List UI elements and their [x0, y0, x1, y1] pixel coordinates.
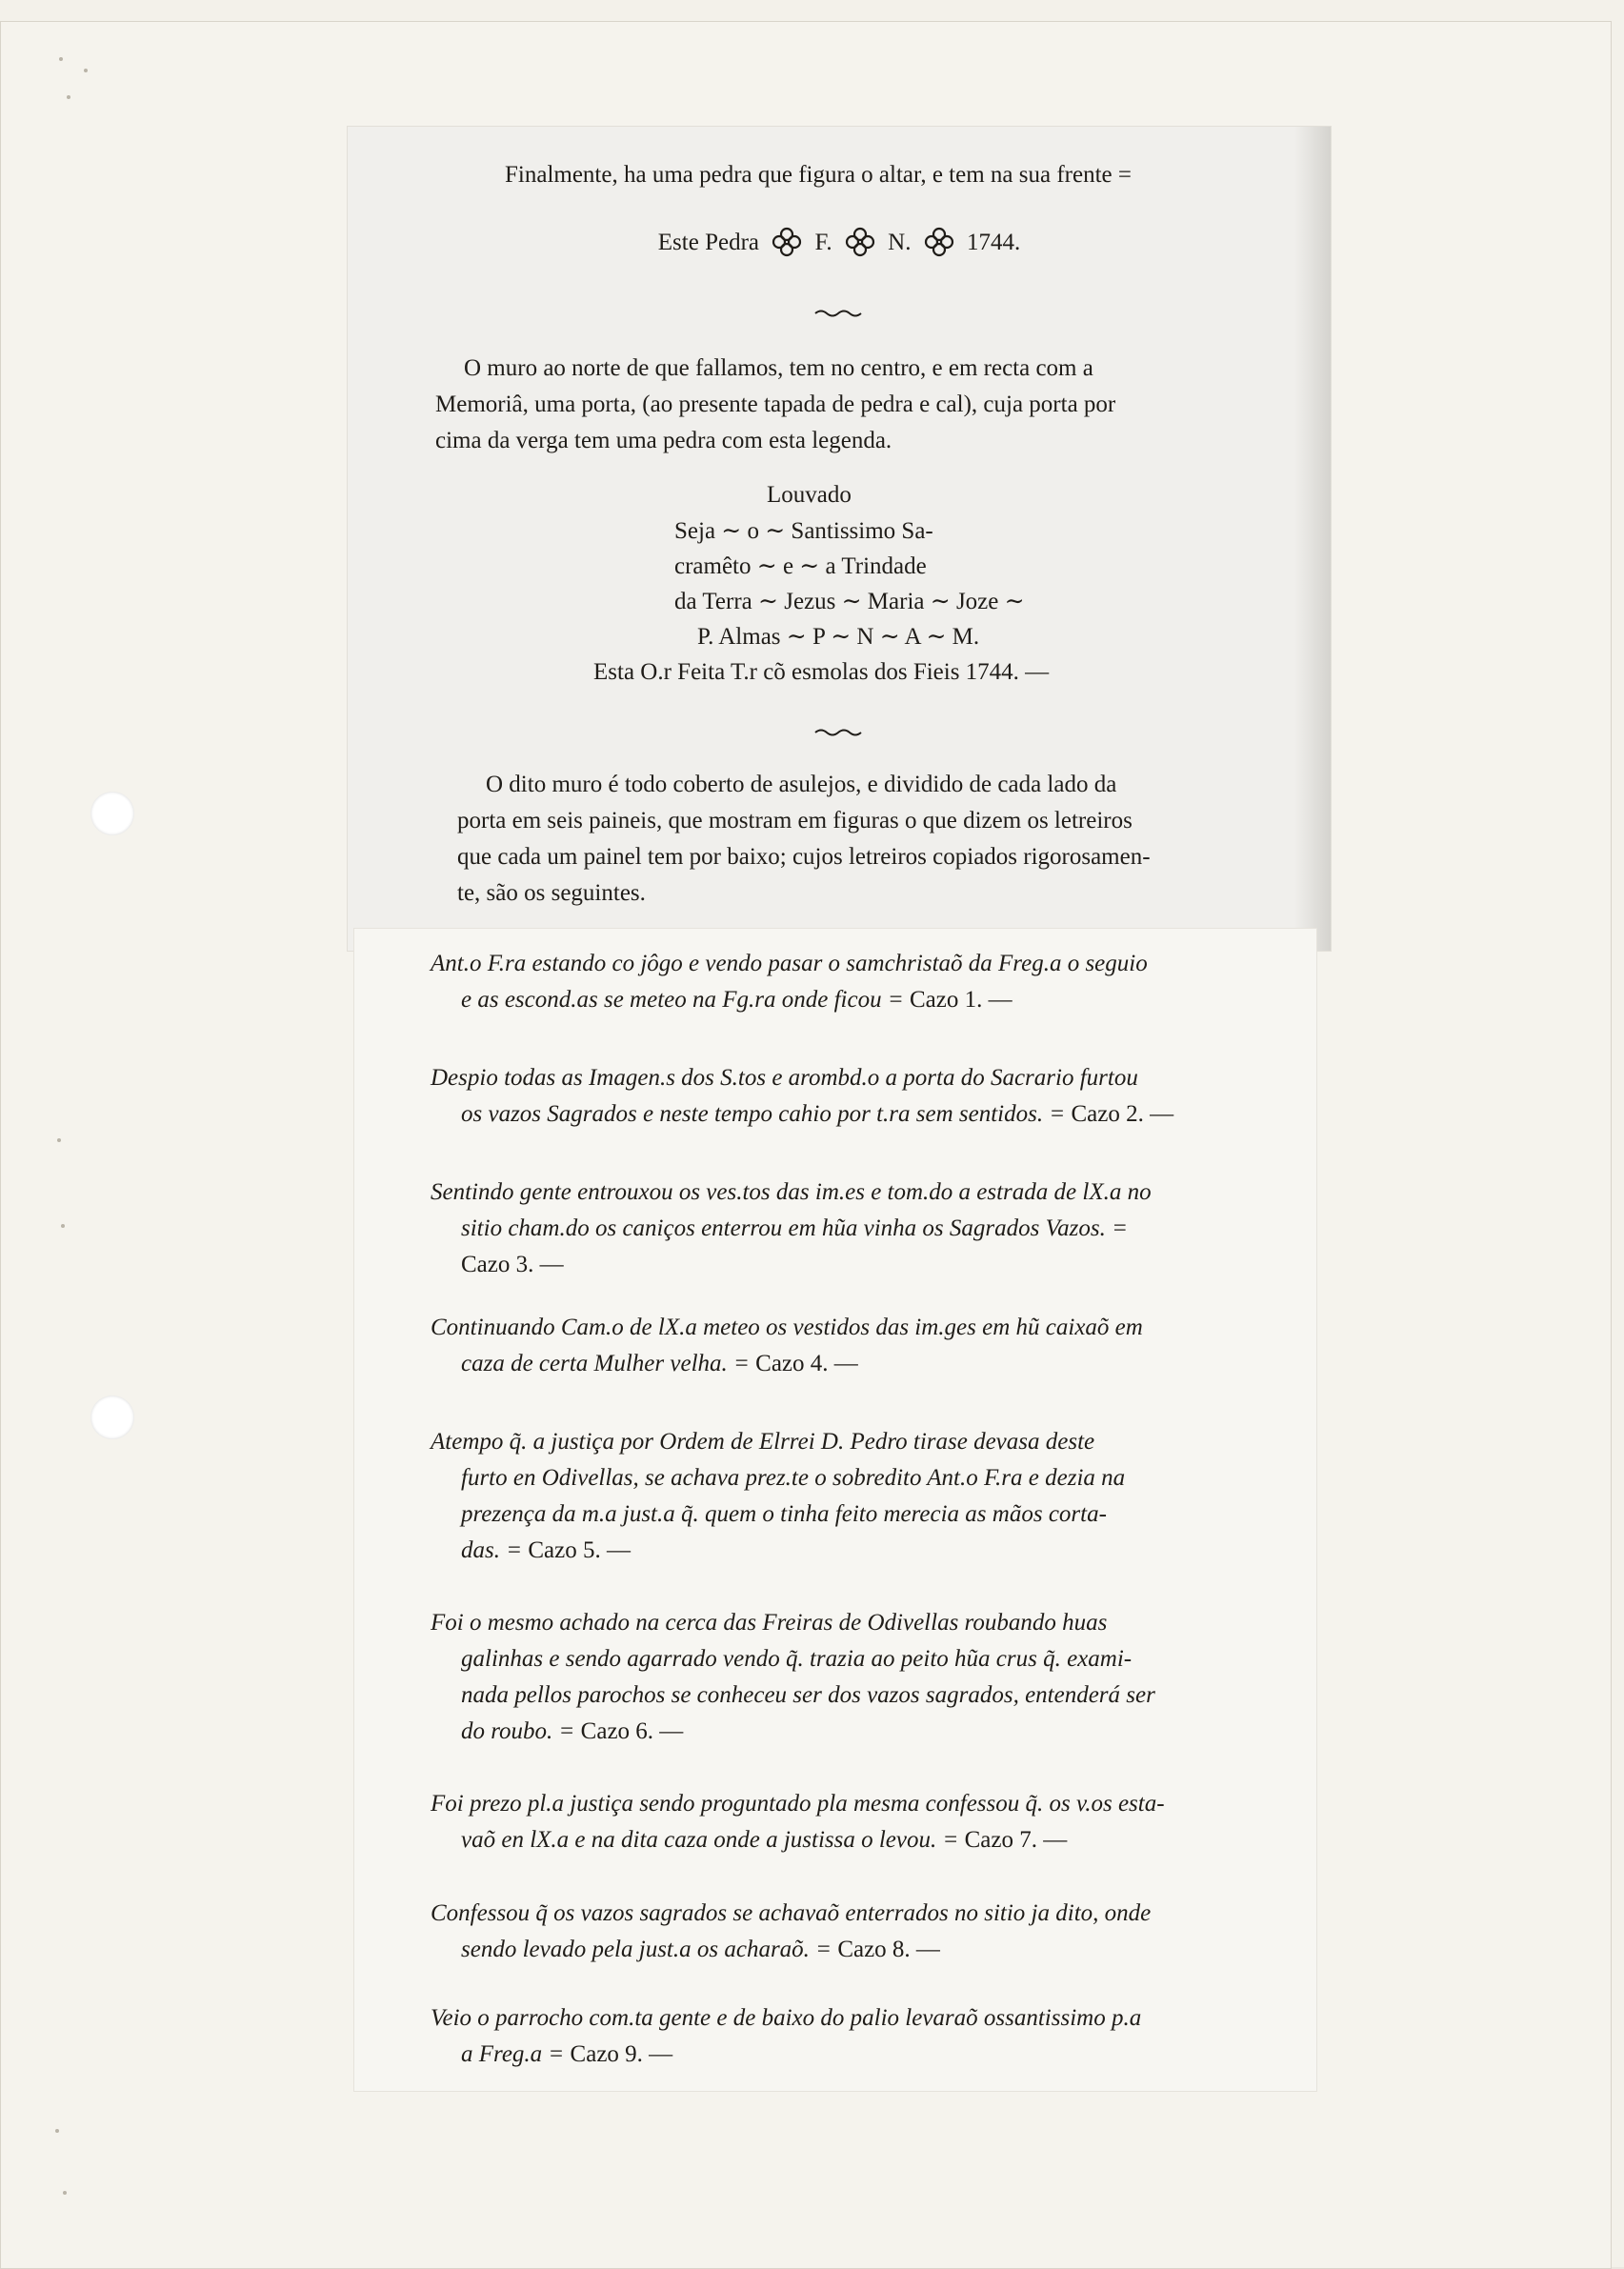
case-entry-3	[354, 1175, 1316, 1283]
case-line: vaõ en lX.a e na dita caza onde a justissa o levou. =	[461, 1827, 959, 1853]
punch-hole-upper	[90, 792, 134, 835]
legend-line: cramêto ∼ e ∼ a Trindade	[674, 553, 927, 579]
altar-inscription	[348, 226, 1331, 258]
para-line: que cada um painel tem por baixo; cujos letreiros copiados rigorosamen-	[457, 844, 1151, 870]
case-entry-9	[354, 2000, 1316, 2073]
legend-line: Seja ∼ o ∼ Santissimo Sa-	[674, 518, 933, 544]
case-line: a Freg.a =	[461, 2041, 565, 2067]
case-ref: Cazo 8. —	[837, 1937, 940, 1962]
case-entry-4	[354, 1310, 1316, 1382]
case-ref: Cazo 3. —	[461, 1252, 564, 1277]
case-line: sitio cham.do os caniços enterrou em hũa vinha os Sagrados Vazos. =	[461, 1215, 1128, 1241]
case-line: Foi o mesmo achado na cerca das Freiras de Odivellas roubando huas	[431, 1610, 1108, 1636]
paper-speck	[63, 2191, 67, 2195]
case-line: Veio o parrocho com.ta gente e de baixo do palio levaraõ ossantissimo p.a	[431, 2005, 1142, 2031]
wave-ornament	[813, 727, 865, 736]
quatrefoil-icon	[771, 226, 803, 258]
case-line: Despio todas as Imagen.s dos S.tos e arombd.o a porta do Sacrario furtou	[431, 1065, 1138, 1091]
paper-speck	[67, 95, 70, 99]
case-line: Ant.o F.ra estando co jôgo e vendo pasar o samchristaõ da Freg.a o seguio	[431, 951, 1148, 976]
case-ref: Cazo 4. —	[755, 1351, 858, 1376]
paper-speck	[61, 1224, 65, 1228]
case-line: Continuando Cam.o de lX.a meteo os vestidos das im.ges em hũ caixaõ em	[431, 1315, 1143, 1340]
case-entry-2	[354, 1060, 1316, 1133]
paper-speck	[59, 57, 63, 61]
inscription-lead: Este Pedra	[657, 230, 759, 255]
intro-line: Finalmente, ha uma pedra que figura o altar, e tem na sua frente =	[505, 162, 1132, 188]
wave-ornament	[813, 308, 865, 317]
paper-speck	[57, 1138, 61, 1142]
case-ref: Cazo 5. —	[528, 1537, 631, 1563]
case-line: Confessou q̃ os vazos sagrados se achavaõ enterrados no sitio ja dito, onde	[431, 1900, 1152, 1926]
paper-speck	[84, 69, 88, 72]
printed-clipping	[348, 127, 1331, 951]
legend-line: P. Almas ∼ P ∼ N ∼ A ∼ M.	[697, 624, 980, 650]
punch-hole-lower	[90, 1396, 134, 1439]
para-line: O muro ao norte de que fallamos, tem no centro, e em recta com a	[464, 355, 1093, 381]
para-line: Memoriâ, uma porta, (ao presente tapada de pedra e cal), cuja porta por	[435, 392, 1116, 417]
manuscript-clipping	[354, 929, 1316, 2091]
legend-line: Esta O.r Feita T.r cõ esmolas dos Fieis 1744. —	[593, 659, 1050, 685]
quatrefoil-icon	[844, 226, 876, 258]
case-ref: Cazo 6. —	[580, 1718, 684, 1744]
case-entry-7	[354, 1786, 1316, 1858]
paragraph-door	[435, 351, 1273, 459]
case-entry-8	[354, 1896, 1316, 1968]
paragraph-tiles	[457, 767, 1295, 912]
para-line: porta em seis paineis, que mostram em figuras o que dizem os letreiros	[457, 808, 1133, 833]
legend-line: da Terra ∼ Jezus ∼ Maria ∼ Joze ∼	[674, 589, 1025, 614]
case-entry-1	[354, 946, 1316, 1018]
quatrefoil-icon	[923, 226, 955, 258]
inscription-part-f: F.	[814, 230, 832, 255]
case-ref: Cazo 2. —	[1071, 1101, 1174, 1127]
case-line: das. =	[461, 1537, 523, 1563]
case-ref: Cazo 7. —	[964, 1827, 1068, 1853]
case-line: caza de certa Mulher velha. =	[461, 1351, 750, 1376]
case-line: do roubo. =	[461, 1718, 575, 1744]
para-line: O dito muro é todo coberto de asulejos, e dividido de cada lado da	[486, 772, 1117, 797]
case-ref: Cazo 1. —	[909, 987, 1012, 1013]
inscription-year: 1744.	[966, 230, 1021, 255]
case-line: e as escond.as se meteo na Fg.ra onde ficou =	[461, 987, 904, 1013]
case-entry-5	[354, 1424, 1316, 1569]
case-line: os vazos Sagrados e neste tempo cahio por t.ra sem sentidos. =	[461, 1101, 1066, 1127]
case-ref: Cazo 9. —	[570, 2041, 673, 2067]
case-line: galinhas e sendo agarrado vendo q̃. trazia ao peito hũa crus q̃. exami-	[461, 1646, 1133, 1672]
case-line: Foi prezo pl.a justiça sendo proguntado pla mesma confessou q̃. os v.os esta-	[431, 1791, 1165, 1817]
case-line: Atempo q̃. a justiça por Ordem de Elrrei D. Pedro tirase devasa deste	[431, 1429, 1095, 1455]
inscription-part-n: N.	[888, 230, 912, 255]
legend-line: Louvado	[767, 482, 852, 508]
case-line: nada pellos parochos se conheceu ser dos vazos sagrados, entenderá ser	[461, 1682, 1155, 1708]
paper-speck	[55, 2129, 59, 2133]
case-line: sendo levado pela just.a os acharaõ. =	[461, 1937, 832, 1962]
case-line: prezença da m.a just.a q̃. quem o tinha feito merecia as mãos corta-	[461, 1501, 1107, 1527]
para-line: te, são os seguintes.	[457, 880, 646, 906]
case-line: furto en Odivellas, se achava prez.te o sobredito Ant.o F.ra e dezia na	[461, 1465, 1126, 1491]
case-line: Sentindo gente entrouxou os ves.tos das im.es e tom.do a estrada de lX.a no	[431, 1179, 1152, 1205]
para-line: cima da verga tem uma pedra com esta legenda.	[435, 428, 892, 453]
case-entry-6	[354, 1605, 1316, 1750]
